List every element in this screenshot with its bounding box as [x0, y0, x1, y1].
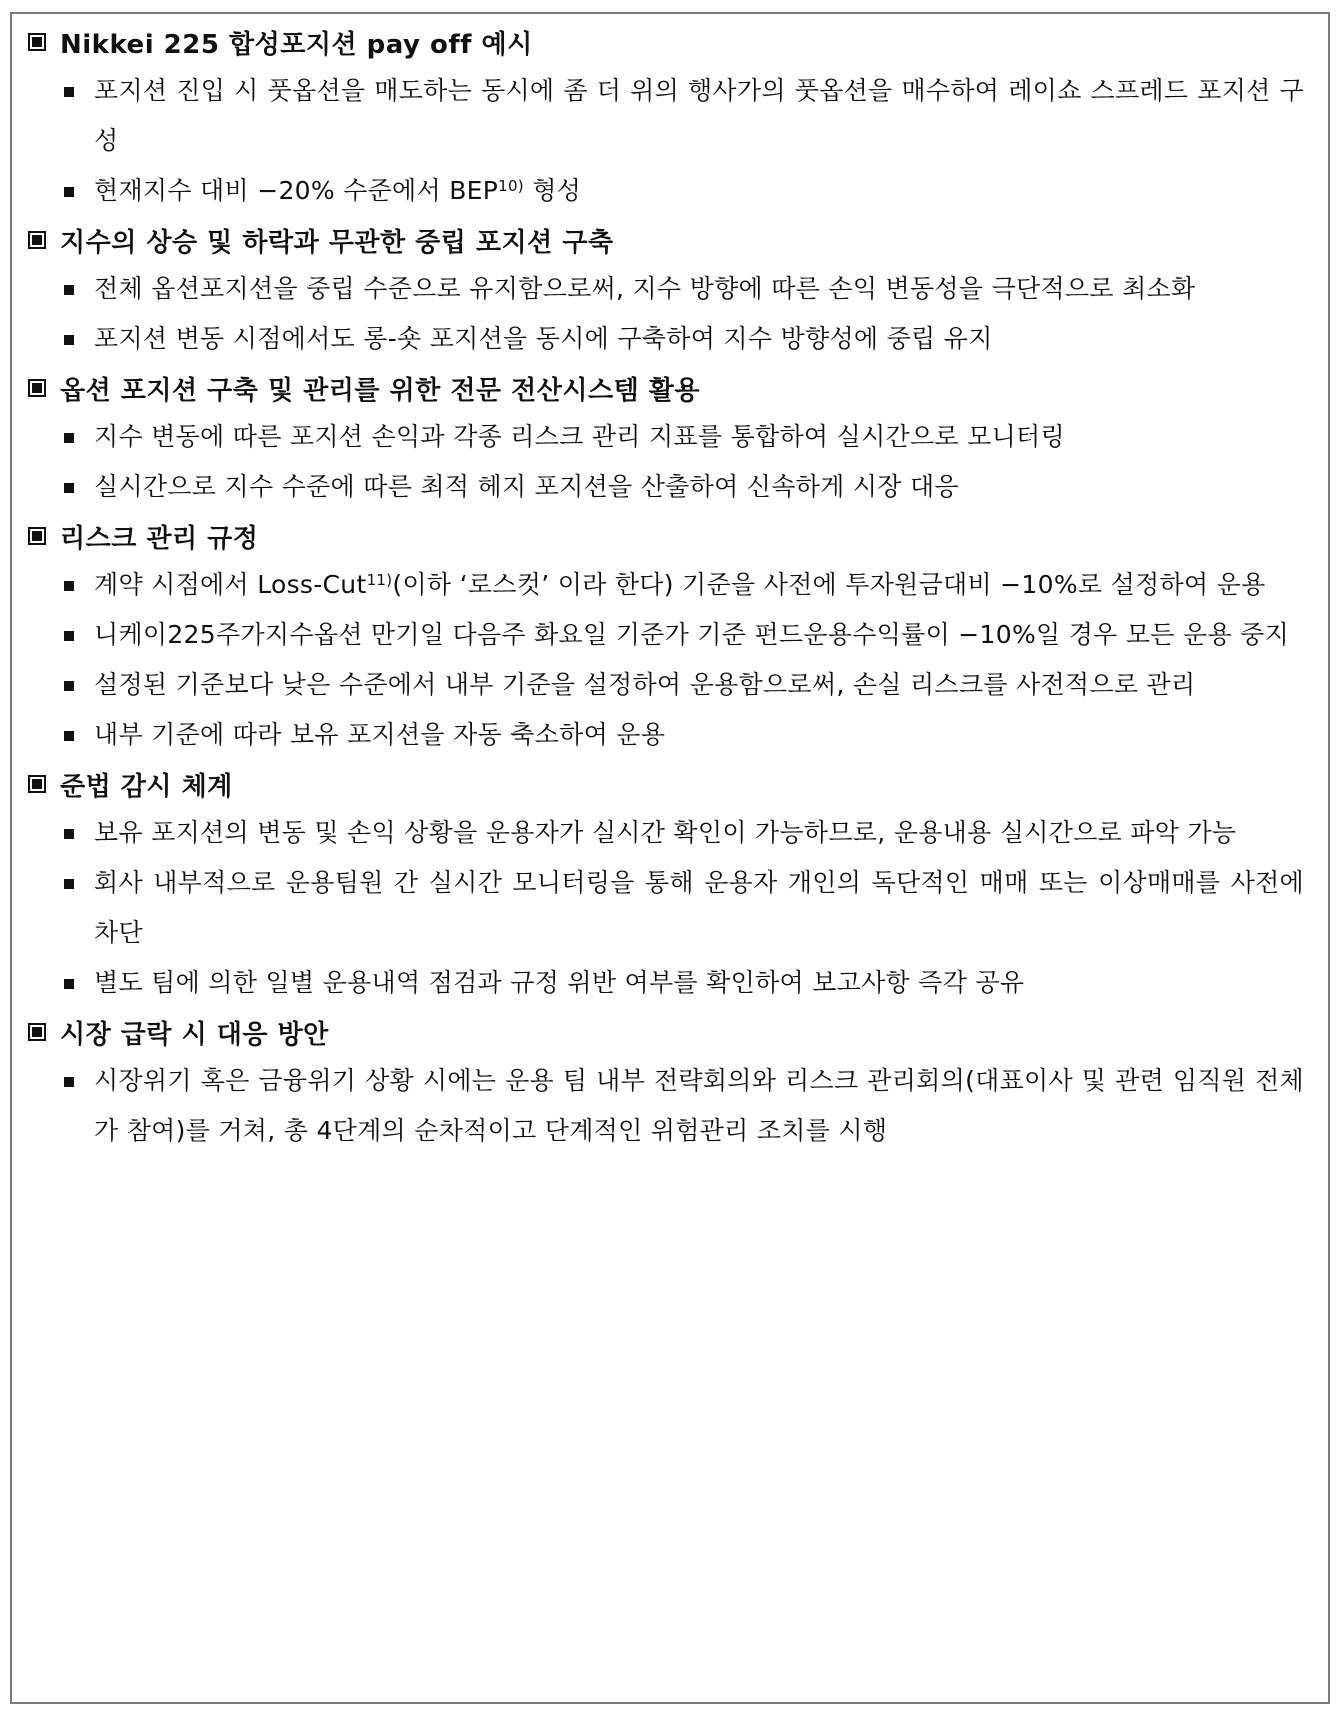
list-item [28, 166, 1312, 216]
section-heading [28, 512, 1312, 560]
square-in-square-icon [28, 33, 46, 51]
heading-text: 지수의 상승 및 하락과 무관한 중립 포지션 구축 [60, 227, 614, 258]
item-text: 회사 내부적으로 운용팀원 간 실시간 모니터링을 통해 운용자 개인의 독단적인 매매 또는 이상매매를 사전에 차단 [94, 868, 1304, 947]
bullet-square-icon [64, 433, 74, 443]
bullet-square-icon [64, 187, 74, 197]
list-item [28, 610, 1312, 660]
item-text: 실시간으로 지수 수준에 따른 최적 헤지 포지션을 산출하여 신속하게 시장 대응 [94, 472, 959, 501]
item-text [94, 560, 1312, 610]
item-text: 전체 옵션포지션을 중립 수준으로 유지함으로써, 지수 방향에 따른 손익 변동성을 극단적으로 최소화 [94, 274, 1196, 303]
bullet-square-icon [64, 87, 74, 97]
item-text: 포지션 진입 시 풋옵션을 매도하는 동시에 좀 더 위의 행사가의 풋옵션을 매수하여 레이쇼 스프레드 포지션 구성 [94, 76, 1304, 155]
document-frame [10, 12, 1330, 1704]
section-compliance [28, 760, 1312, 1008]
section-payoff [28, 18, 1312, 216]
heading-text: 시장 급락 시 대응 방안 [60, 1019, 329, 1050]
list-item [28, 462, 1312, 512]
heading-text: Nikkei 225 합성포지션 pay off 예시 [60, 29, 533, 60]
bullet-square-icon [64, 581, 74, 591]
section-market-crash [28, 1008, 1312, 1156]
list-item [28, 858, 1312, 958]
bullet-square-icon [64, 979, 74, 989]
footnote-ref: 10) [498, 177, 524, 195]
item-text: 니케이225주가지수옵션 만기일 다음주 화요일 기준가 기준 펀드운용수익률이 −10%일 경우 모든 운용 중지 [94, 620, 1290, 649]
bullet-square-icon [64, 285, 74, 295]
item-text-part: 계약 시점에서 Loss-Cut [94, 570, 367, 599]
bullet-square-icon [64, 1077, 74, 1087]
section-heading [28, 18, 1312, 66]
bullet-square-icon [64, 879, 74, 889]
heading-text: 리스크 관리 규정 [60, 523, 259, 554]
footnote-ref: 11) [366, 571, 393, 589]
section-neutral-position [28, 216, 1312, 364]
bullet-square-icon [64, 681, 74, 691]
item-text: 시장위기 혹은 금융위기 상황 시에는 운용 팀 내부 전략회의와 리스크 관리회의(대표이사 및 관련 임직원 전체가 참여)를 거쳐, 총 4단계의 순차적이고 단계적인 위험관리 조치를 시행 [94, 1066, 1304, 1145]
list-item [28, 314, 1312, 364]
item-text-part: 현재지수 대비 −20% 수준에서 BEP [94, 176, 499, 205]
list-item [28, 660, 1312, 710]
list-item [28, 808, 1312, 858]
list-item [28, 412, 1312, 462]
section-risk-rules [28, 512, 1312, 760]
bullet-square-icon [64, 731, 74, 741]
list-item [28, 264, 1312, 314]
item-text: 지수 변동에 따른 포지션 손익과 각종 리스크 관리 지표를 통합하여 실시간으로 모니터링 [94, 422, 1065, 451]
item-text: 포지션 변동 시점에서도 롱-숏 포지션을 동시에 구축하여 지수 방향성에 중립 유지 [94, 324, 993, 353]
item-text: 내부 기준에 따라 보유 포지션을 자동 축소하여 운용 [94, 720, 666, 749]
item-text: 설정된 기준보다 낮은 수준에서 내부 기준을 설정하여 운용함으로써, 손실 리스크를 사전적으로 관리 [94, 670, 1196, 699]
section-heading [28, 364, 1312, 412]
square-in-square-icon [28, 1023, 46, 1041]
section-heading [28, 760, 1312, 808]
list-item [28, 66, 1312, 166]
square-in-square-icon [28, 231, 46, 249]
bullet-square-icon [64, 483, 74, 493]
section-heading [28, 1008, 1312, 1056]
bullet-square-icon [64, 631, 74, 641]
item-text: 보유 포지션의 변동 및 손익 상황을 운용자가 실시간 확인이 가능하므로, 운용내용 실시간으로 파악 가능 [94, 818, 1237, 847]
item-text-part: (이하 ‘로스컷’ 이라 한다) 기준을 사전에 투자원금대비 −10%로 설정하여 운용 [392, 570, 1266, 599]
bullet-square-icon [64, 829, 74, 839]
list-item [28, 958, 1312, 1008]
section-heading [28, 216, 1312, 264]
section-system [28, 364, 1312, 512]
heading-text: 옵션 포지션 구축 및 관리를 위한 전문 전산시스템 활용 [60, 375, 700, 406]
list-item [28, 560, 1312, 610]
square-in-square-icon [28, 775, 46, 793]
document-content [28, 18, 1312, 1156]
square-in-square-icon [28, 527, 46, 545]
list-item [28, 710, 1312, 760]
heading-text: 준법 감시 체계 [60, 771, 233, 802]
list-item [28, 1056, 1312, 1156]
bullet-square-icon [64, 335, 74, 345]
square-in-square-icon [28, 379, 46, 397]
item-text-part: 형성 [523, 176, 582, 205]
item-text [94, 166, 1312, 216]
item-text: 별도 팀에 의한 일별 운용내역 점검과 규정 위반 여부를 확인하여 보고사항 즉각 공유 [94, 968, 1025, 997]
